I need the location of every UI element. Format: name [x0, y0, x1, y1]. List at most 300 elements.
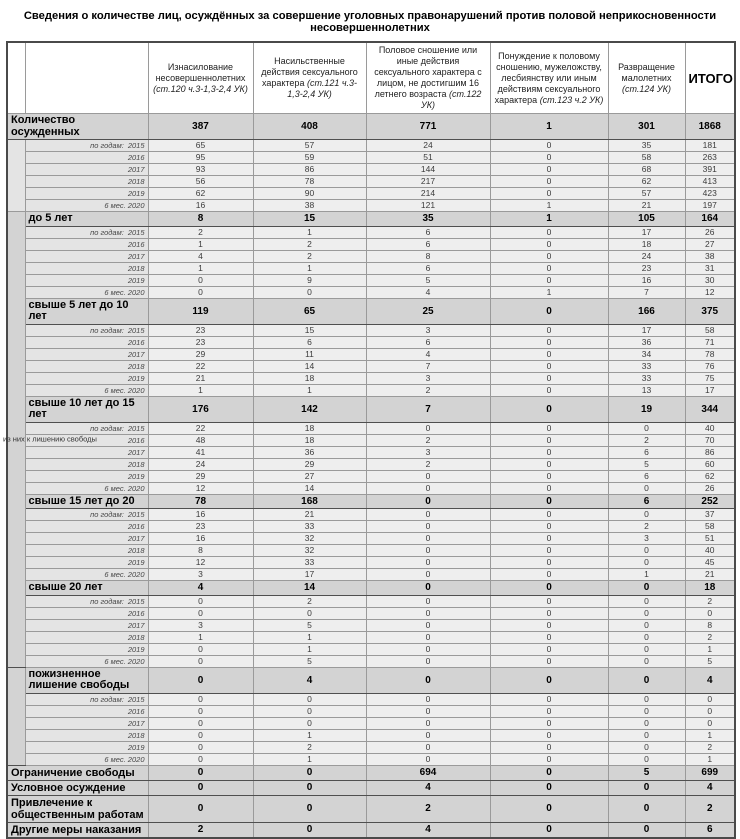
group-total-cell: 35: [366, 212, 490, 227]
value-cell: 0: [685, 717, 735, 729]
value-cell: 0: [608, 643, 685, 655]
value-cell: 58: [685, 521, 735, 533]
value-cell: 0: [490, 643, 608, 655]
value-cell: 0: [366, 741, 490, 753]
year-label: [25, 619, 148, 631]
year-label: [25, 693, 148, 705]
column-header-intercourse-under16: [366, 42, 490, 114]
group-total-cell: 25: [366, 298, 490, 324]
value-cell: 1: [685, 753, 735, 765]
value-cell: 2: [685, 595, 735, 607]
value-cell: 0: [608, 729, 685, 741]
year-label: [25, 470, 148, 482]
value-cell: 34: [608, 348, 685, 360]
group-header-row: [7, 114, 735, 140]
value-cell: 33: [608, 360, 685, 372]
value-cell: 1: [253, 729, 366, 741]
year-value: 2017: [127, 349, 145, 359]
summary-value-cell: 0: [490, 822, 608, 838]
value-cell: 51: [366, 152, 490, 164]
summary-value-cell: 0: [148, 765, 253, 780]
year-row: [7, 693, 735, 705]
value-cell: 33: [608, 372, 685, 384]
year-row: [7, 729, 735, 741]
value-cell: 0: [366, 717, 490, 729]
value-cell: 0: [148, 286, 253, 298]
value-cell: 0: [490, 569, 608, 581]
group-total-cell: 301: [608, 114, 685, 140]
year-row: [7, 384, 735, 396]
year-row: [7, 250, 735, 262]
column-header-coercion: [490, 42, 608, 114]
value-cell: 0: [608, 631, 685, 643]
value-cell: 12: [148, 557, 253, 569]
value-cell: 0: [608, 717, 685, 729]
value-cell: 0: [148, 607, 253, 619]
value-cell: 0: [490, 434, 608, 446]
group-header-row: [7, 667, 735, 693]
value-cell: 31: [685, 262, 735, 274]
year-prefix: по годам:: [90, 141, 124, 150]
value-cell: 0: [253, 705, 366, 717]
summary-value-cell: 694: [366, 765, 490, 780]
value-cell: 0: [490, 238, 608, 250]
year-row: [7, 140, 735, 152]
value-cell: 0: [608, 509, 685, 521]
group-header-row: [7, 298, 735, 324]
value-cell: 2: [253, 238, 366, 250]
value-cell: 1: [685, 729, 735, 741]
year-label: [25, 545, 148, 557]
value-cell: 40: [685, 422, 735, 434]
group-total-cell: 1868: [685, 114, 735, 140]
group-total-cell: 142: [253, 396, 366, 422]
value-cell: 1: [490, 200, 608, 212]
value-cell: 1: [253, 226, 366, 238]
group-label: пожизненное лишение свободы: [25, 667, 148, 693]
value-cell: 21: [148, 372, 253, 384]
group-total-cell: 344: [685, 396, 735, 422]
summary-value-cell: 0: [253, 822, 366, 838]
value-cell: 0: [490, 521, 608, 533]
year-value: 6 мес. 2020: [104, 287, 145, 297]
value-cell: 2: [253, 741, 366, 753]
year-row: [7, 595, 735, 607]
value-cell: 5: [366, 274, 490, 286]
summary-value-cell: 0: [490, 765, 608, 780]
year-value: 2019: [127, 558, 145, 567]
group-total-cell: 6: [608, 494, 685, 509]
value-cell: 1: [608, 569, 685, 581]
value-cell: 0: [490, 348, 608, 360]
value-cell: 6: [253, 336, 366, 348]
year-label: [25, 607, 148, 619]
value-cell: 51: [685, 533, 735, 545]
value-cell: 4: [148, 250, 253, 262]
value-cell: 26: [685, 226, 735, 238]
value-cell: 60: [685, 458, 735, 470]
value-cell: 0: [490, 274, 608, 286]
group-total-cell: 1: [490, 114, 608, 140]
group-total-cell: 0: [490, 298, 608, 324]
summary-label: Условное осуждение: [7, 780, 148, 795]
year-value: 2016: [127, 608, 145, 618]
value-cell: 3: [366, 372, 490, 384]
value-cell: 263: [685, 152, 735, 164]
value-cell: 57: [608, 188, 685, 200]
summary-value-cell: 0: [608, 795, 685, 822]
year-value: 2017: [127, 447, 145, 457]
group-total-cell: 166: [608, 298, 685, 324]
year-prefix: по годам:: [90, 423, 124, 433]
header-row: [7, 42, 735, 114]
value-cell: 18: [608, 238, 685, 250]
value-cell: 24: [366, 140, 490, 152]
year-row: [7, 274, 735, 286]
summary-value-cell: 0: [148, 780, 253, 795]
value-cell: 0: [490, 693, 608, 705]
group-total-cell: 387: [148, 114, 253, 140]
column-header-corruption-of-minors: [608, 42, 685, 114]
year-value: 2016: [127, 153, 145, 162]
year-label: [25, 631, 148, 643]
value-cell: 0: [148, 643, 253, 655]
value-cell: 76: [685, 360, 735, 372]
summary-value-cell: 4: [685, 780, 735, 795]
value-cell: 4: [366, 348, 490, 360]
value-cell: 4: [366, 286, 490, 298]
value-cell: 45: [685, 557, 735, 569]
value-cell: 78: [253, 176, 366, 188]
summary-row: [7, 780, 735, 795]
value-cell: 24: [608, 250, 685, 262]
group-total-cell: 0: [490, 396, 608, 422]
value-cell: 6: [366, 336, 490, 348]
year-label: [25, 729, 148, 741]
year-label: [25, 458, 148, 470]
group-total-cell: 8: [148, 212, 253, 227]
value-cell: 1: [253, 631, 366, 643]
value-cell: 0: [490, 619, 608, 631]
year-value: 2017: [127, 534, 145, 543]
value-cell: 0: [608, 557, 685, 569]
value-cell: 0: [490, 140, 608, 152]
value-cell: 68: [608, 164, 685, 176]
value-cell: 0: [148, 753, 253, 765]
value-cell: 5: [253, 619, 366, 631]
value-cell: 17: [685, 384, 735, 396]
group-total-cell: 105: [608, 212, 685, 227]
year-row: [7, 643, 735, 655]
value-cell: 0: [490, 717, 608, 729]
summary-label: Ограничение свободы: [7, 765, 148, 780]
value-cell: 33: [253, 557, 366, 569]
year-row: [7, 360, 735, 372]
year-value: 2018: [127, 632, 145, 642]
value-cell: 12: [148, 482, 253, 494]
year-value: 6 мес. 2020: [104, 201, 145, 210]
value-cell: 0: [366, 631, 490, 643]
year-row: [7, 482, 735, 494]
value-cell: 0: [490, 631, 608, 643]
value-cell: 0: [608, 619, 685, 631]
value-cell: 29: [253, 458, 366, 470]
value-cell: 65: [148, 140, 253, 152]
group-total-cell: 252: [685, 494, 735, 509]
year-label: [25, 250, 148, 262]
value-cell: 23: [608, 262, 685, 274]
year-row: [7, 741, 735, 753]
value-cell: 0: [366, 509, 490, 521]
value-cell: 0: [685, 693, 735, 705]
year-row: [7, 569, 735, 581]
value-cell: 0: [148, 705, 253, 717]
year-label: [25, 521, 148, 533]
value-cell: 0: [148, 693, 253, 705]
year-prefix: по годам:: [90, 227, 124, 237]
value-cell: 0: [366, 545, 490, 557]
value-cell: 18: [253, 434, 366, 446]
value-cell: 59: [253, 152, 366, 164]
year-value: 2016: [127, 706, 145, 716]
value-cell: 62: [148, 188, 253, 200]
year-label: [25, 188, 148, 200]
value-cell: 0: [366, 607, 490, 619]
value-cell: 0: [490, 509, 608, 521]
value-cell: 1: [253, 753, 366, 765]
summary-value-cell: 6: [685, 822, 735, 838]
value-cell: 36: [253, 446, 366, 458]
value-cell: 23: [148, 336, 253, 348]
year-value: 6 мес. 2020: [104, 483, 145, 493]
value-cell: 18: [253, 372, 366, 384]
statistics-table: [3, 41, 736, 839]
value-cell: 197: [685, 200, 735, 212]
value-cell: 0: [366, 533, 490, 545]
year-row: [7, 458, 735, 470]
value-cell: 6: [366, 262, 490, 274]
year-row: [7, 324, 735, 336]
group-total-cell: 4: [685, 667, 735, 693]
value-cell: 1: [685, 643, 735, 655]
value-cell: 11: [253, 348, 366, 360]
value-cell: 32: [253, 533, 366, 545]
value-cell: 0: [490, 595, 608, 607]
year-prefix: по годам:: [90, 596, 124, 606]
value-cell: 30: [685, 274, 735, 286]
value-cell: 57: [253, 140, 366, 152]
group-total-cell: 168: [253, 494, 366, 509]
value-cell: 33: [253, 521, 366, 533]
value-cell: 0: [685, 705, 735, 717]
column-header-total: [685, 42, 735, 114]
value-cell: 0: [490, 250, 608, 262]
year-value: 2019: [127, 742, 145, 752]
year-row: [7, 655, 735, 667]
group-label: Количество осужденных: [7, 114, 148, 140]
group-total-cell: 4: [148, 581, 253, 596]
year-row: [7, 434, 735, 446]
group-total-cell: 1: [490, 212, 608, 227]
value-cell: 2: [685, 741, 735, 753]
value-cell: 6: [608, 470, 685, 482]
value-cell: 1: [490, 286, 608, 298]
value-cell: 0: [366, 655, 490, 667]
value-cell: 0: [366, 643, 490, 655]
value-cell: 16: [148, 200, 253, 212]
side-label-imprisonment: из них к лишению свободы: [3, 434, 97, 444]
year-row: [7, 372, 735, 384]
column-article: (ст.123 ч.2 УК): [539, 94, 604, 105]
group-total-cell: 14: [253, 581, 366, 596]
year-row: [7, 176, 735, 188]
value-cell: 95: [148, 152, 253, 164]
value-cell: 214: [366, 188, 490, 200]
year-row: [7, 753, 735, 765]
group-total-cell: 0: [366, 494, 490, 509]
value-cell: 24: [148, 458, 253, 470]
value-cell: 8: [148, 545, 253, 557]
value-cell: 78: [685, 348, 735, 360]
year-row: [7, 164, 735, 176]
value-cell: 181: [685, 140, 735, 152]
value-cell: 1: [253, 384, 366, 396]
value-cell: 5: [253, 655, 366, 667]
value-cell: 2: [608, 521, 685, 533]
value-cell: 0: [490, 152, 608, 164]
value-cell: 0: [685, 607, 735, 619]
group-total-cell: 408: [253, 114, 366, 140]
year-value: 2015: [127, 423, 145, 433]
value-cell: 0: [608, 705, 685, 717]
value-cell: 48: [148, 434, 253, 446]
group-header-row: [7, 494, 735, 509]
year-row: [7, 188, 735, 200]
value-cell: 0: [490, 705, 608, 717]
value-cell: 3: [366, 446, 490, 458]
group-total-cell: 0: [490, 581, 608, 596]
value-cell: 0: [366, 569, 490, 581]
year-row: [7, 509, 735, 521]
value-cell: 2: [366, 434, 490, 446]
year-value: 2019: [127, 471, 145, 481]
value-cell: 0: [253, 693, 366, 705]
value-cell: 86: [685, 446, 735, 458]
year-row: [7, 717, 735, 729]
summary-value-cell: 0: [253, 780, 366, 795]
year-label: [25, 262, 148, 274]
column-article: (ст.120 ч.3-1,3-2,4 УК): [153, 83, 248, 94]
value-cell: 6: [366, 238, 490, 250]
year-label: [25, 324, 148, 336]
value-cell: 0: [490, 741, 608, 753]
year-row: [7, 348, 735, 360]
group-total-cell: 15: [253, 212, 366, 227]
year-row: [7, 607, 735, 619]
value-cell: 58: [685, 324, 735, 336]
year-value: 2018: [127, 546, 145, 555]
year-row: [7, 533, 735, 545]
side-column-cell: [7, 667, 25, 765]
group-total-cell: 0: [608, 667, 685, 693]
year-label: [25, 509, 148, 521]
value-cell: 0: [490, 176, 608, 188]
year-row: [7, 262, 735, 274]
column-title: Насильственные действия сексуального характера: [261, 56, 358, 88]
value-cell: 0: [490, 360, 608, 372]
value-cell: 23: [148, 324, 253, 336]
column-header-rape: [148, 42, 253, 114]
value-cell: 38: [253, 200, 366, 212]
year-value: 2015: [127, 694, 145, 704]
year-prefix: по годам:: [90, 694, 124, 704]
value-cell: 0: [490, 753, 608, 765]
year-label: [25, 348, 148, 360]
value-cell: 36: [608, 336, 685, 348]
year-value: 6 мес. 2020: [104, 570, 145, 579]
value-cell: 3: [148, 619, 253, 631]
year-label: [25, 643, 148, 655]
summary-value-cell: 699: [685, 765, 735, 780]
year-row: [7, 226, 735, 238]
value-cell: 14: [253, 360, 366, 372]
value-cell: 18: [253, 422, 366, 434]
value-cell: 32: [253, 545, 366, 557]
value-cell: 0: [366, 693, 490, 705]
value-cell: 7: [366, 360, 490, 372]
year-label: [25, 482, 148, 494]
group-total-cell: 0: [608, 581, 685, 596]
year-row: [7, 619, 735, 631]
value-cell: 391: [685, 164, 735, 176]
value-cell: 2: [685, 631, 735, 643]
value-cell: 90: [253, 188, 366, 200]
value-cell: 75: [685, 372, 735, 384]
year-label: [25, 705, 148, 717]
group-total-cell: 78: [148, 494, 253, 509]
value-cell: 0: [490, 545, 608, 557]
value-cell: 3: [148, 569, 253, 581]
year-value: 2017: [127, 620, 145, 630]
year-value: 2016: [127, 435, 145, 445]
value-cell: 2: [253, 250, 366, 262]
year-label: [25, 286, 148, 298]
year-value: 2015: [127, 325, 145, 335]
value-cell: 1: [148, 238, 253, 250]
column-article: (ст.122 УК): [420, 89, 482, 110]
column-title: Половое сношение или иные действия сексуального характера с лицом, не достигшим 16 летнего возраста: [374, 45, 482, 99]
value-cell: 0: [608, 655, 685, 667]
year-prefix: по годам:: [90, 510, 124, 519]
value-cell: 0: [490, 324, 608, 336]
year-value: 2018: [127, 361, 145, 371]
value-cell: 27: [253, 470, 366, 482]
value-cell: 0: [608, 741, 685, 753]
value-cell: 0: [148, 741, 253, 753]
column-title: Изнасилование несовершеннолетних: [155, 61, 246, 83]
value-cell: 7: [608, 286, 685, 298]
value-cell: 0: [366, 557, 490, 569]
year-row: [7, 336, 735, 348]
value-cell: 0: [608, 753, 685, 765]
value-cell: 0: [366, 595, 490, 607]
value-cell: 17: [608, 226, 685, 238]
year-row: [7, 705, 735, 717]
year-row: [7, 200, 735, 212]
value-cell: 0: [148, 274, 253, 286]
value-cell: 0: [490, 607, 608, 619]
value-cell: 0: [490, 533, 608, 545]
